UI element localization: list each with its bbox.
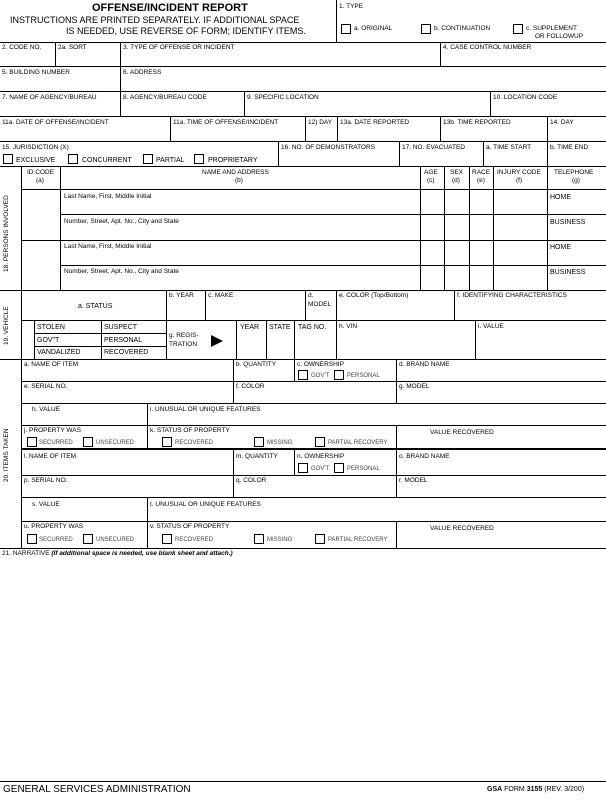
- item2-govt-label: GOV'T: [311, 466, 330, 472]
- person-1-name-label: Last Name, First, Middle Initial: [64, 193, 152, 200]
- item2-secured-checkbox[interactable]: [27, 534, 37, 544]
- day-14-label: 14. DAY: [550, 119, 574, 126]
- date-reported-label: 13a. DATE REPORTED: [340, 119, 410, 126]
- age-col: (c): [427, 177, 435, 184]
- time-start-label: a. TIME START: [486, 144, 532, 151]
- suspect-label: SUSPECT: [104, 324, 138, 331]
- concurrent-checkbox[interactable]: [68, 154, 78, 164]
- telephone-col: (g): [572, 177, 580, 184]
- building-number-label: 5. BUILDING NUMBER: [2, 69, 70, 76]
- vehicle-ident-label: f. IDENTIFYING CHARACTERISTICS: [457, 292, 567, 299]
- concurrent-label: CONCURRENT: [82, 157, 132, 164]
- item1-govt-checkbox[interactable]: [298, 370, 308, 380]
- original-checkbox[interactable]: [341, 24, 351, 34]
- day-12-label: 12) DAY: [308, 119, 333, 126]
- injury-code-header: INJURY CODE: [497, 169, 541, 176]
- item2-serial-label: p. SERIAL NO.: [24, 477, 68, 484]
- item2-partial-recovery-label: PARTIAL RECOVERY: [328, 537, 388, 543]
- item1-personal-label: PERSONAL: [347, 373, 380, 379]
- item1-ownership-label: c. OWNERSHIP: [297, 361, 344, 368]
- reg-tag-label: TAG NO.: [298, 324, 327, 331]
- name-address-col: (b): [235, 177, 243, 184]
- item1-unsecured-checkbox[interactable]: [83, 437, 93, 447]
- case-control-label: 4. CASE CONTROL NUMBER: [443, 44, 532, 51]
- person-1-business-label: BUSINESS: [550, 219, 586, 226]
- time-offense-label: 11a. TIME OF OFFENSE/INCIDENT: [173, 119, 279, 126]
- item1-color-label: f. COLOR: [236, 383, 265, 390]
- exclusive-label: EXCLUSIVE: [16, 157, 56, 164]
- proprietary-checkbox[interactable]: [194, 154, 204, 164]
- item1-serial-label: e. SERIAL NO.: [24, 383, 68, 390]
- id-code-col: (a): [36, 177, 44, 184]
- specific-location-label: 9. SPECIFIC LOCATION: [247, 94, 319, 101]
- personal-label: PERSONAL: [104, 337, 143, 344]
- item1-model-label: g. MODEL: [399, 383, 430, 390]
- vehicle-section-label: 19. VEHICLE: [3, 306, 10, 345]
- person-1-street-label: Number, Street, Apt. No., City and State: [64, 218, 179, 225]
- vandalized-label: VANDALIZED: [37, 349, 81, 356]
- injury-code-col: (f): [516, 177, 523, 184]
- followup-label: OR FOLLOWUP: [535, 33, 584, 40]
- item1-features-label: i. UNUSUAL OR UNIQUE FEATURES: [150, 406, 261, 413]
- vehicle-make-label: c. MAKE: [208, 292, 234, 299]
- narrative-title: 21. NARRATIVE: [2, 550, 50, 557]
- item1-missing-checkbox[interactable]: [254, 437, 264, 447]
- exclusive-checkbox[interactable]: [3, 154, 13, 164]
- supplement-checkbox[interactable]: [513, 24, 523, 34]
- agency-code-label: 8. AGENCY/BUREAU CODE: [123, 94, 207, 101]
- time-end-label: b. TIME END: [550, 144, 589, 151]
- narrative-label: [2, 551, 233, 558]
- item1-value-recovered-label: VALUE RECOVERED: [430, 429, 494, 436]
- vin-label: h. VIN: [339, 323, 358, 330]
- item2-value-recovered-label: VALUE RECOVERED: [430, 525, 494, 532]
- partial-checkbox[interactable]: [143, 154, 153, 164]
- item2-personal-label: PERSONAL: [347, 466, 380, 472]
- item1-status-label: k. STATUS OF PROPERTY: [150, 427, 230, 434]
- reg-state-label: STATE: [269, 324, 291, 331]
- code-no-label: 2. CODE NO.: [2, 44, 42, 51]
- instructions-line-2: IS NEEDED, USE REVERSE OF FORM; IDENTIFY ITEMS.: [66, 26, 306, 36]
- vehicle-value-label: i. VALUE: [478, 323, 504, 330]
- vehicle-color-label: e. COLOR (Top/Bottom): [339, 292, 409, 299]
- address-label: 6. ADDRESS: [123, 69, 162, 76]
- item2-features-label: t. UNUSUAL OR UNIQUE FEATURES: [150, 501, 261, 508]
- items-taken-section-label: 20. ITEMS TAKEN: [3, 428, 10, 482]
- item1-govt-label: GOV'T: [311, 373, 330, 379]
- item2-unsecured-checkbox[interactable]: [83, 534, 93, 544]
- item2-partial-recovery-checkbox[interactable]: [315, 534, 325, 544]
- time-reported-label: 13b. TIME REPORTED: [443, 119, 511, 126]
- location-code-label: 10. LOCATION CODE: [493, 94, 558, 101]
- date-offense-label: 11a. DATE OF OFFENSE/INCIDENT: [2, 119, 109, 126]
- item2-missing-label: MISSING: [267, 537, 293, 543]
- registration-label-2: TRATION: [169, 341, 198, 348]
- item1-recovered-label: RECOVERED: [175, 440, 214, 446]
- person-1-home-label: HOME: [550, 194, 571, 201]
- demonstrators-label: 16. NO. OF DEMONSTRATORS: [281, 144, 376, 151]
- item1-value-label: h. VALUE: [32, 406, 61, 413]
- footer-form-word: FORM: [504, 786, 525, 793]
- supplement-label: c. SUPPLEMENT: [526, 25, 577, 32]
- item1-missing-label: MISSING: [267, 440, 293, 446]
- item2-value-label: s. VALUE: [32, 501, 60, 508]
- id-code-header: ID CODE: [27, 169, 55, 176]
- person-2-business-label: BUSINESS: [550, 269, 586, 276]
- item2-property-was-label: u. PROPERTY WAS: [24, 523, 84, 530]
- age-header: AGE: [424, 169, 438, 176]
- stolen-label: STOLEN: [37, 324, 65, 331]
- item2-quantity-label: m. QUANTITY: [236, 453, 278, 460]
- item1-personal-checkbox[interactable]: [334, 370, 344, 380]
- item1-property-was-label: j. PROPERTY WAS: [24, 427, 81, 434]
- sex-header: SEX: [450, 169, 464, 176]
- vehicle-status-label: a. STATUS: [78, 303, 113, 310]
- item1-partial-recovery-checkbox[interactable]: [315, 437, 325, 447]
- footer-form-number: [487, 786, 584, 793]
- item1-secured-checkbox[interactable]: [27, 437, 37, 447]
- item2-missing-checkbox[interactable]: [254, 534, 264, 544]
- sex-col: (d): [452, 177, 460, 184]
- proprietary-label: PROPRIETARY: [208, 157, 258, 164]
- person-2-home-label: HOME: [550, 244, 571, 251]
- item2-model-label: r. MODEL: [399, 477, 428, 484]
- continuation-checkbox[interactable]: [421, 24, 431, 34]
- item2-personal-checkbox[interactable]: [334, 463, 344, 473]
- item2-recovered-checkbox[interactable]: [162, 534, 172, 544]
- item1-name-label: a. NAME OF ITEM: [24, 361, 79, 368]
- item1-recovered-checkbox[interactable]: [162, 437, 172, 447]
- item1-secured-label: SECURRED: [39, 440, 73, 446]
- name-address-header: NAME AND ADDRESS: [202, 169, 269, 176]
- original-label: a. ORIGINAL: [354, 25, 393, 32]
- item1-quantity-label: b. QUANTITY: [236, 361, 277, 368]
- type-label: 1. TYPE: [339, 3, 364, 10]
- sort-label: 2a. SORT: [58, 44, 87, 51]
- recovered-label: RECOVERED: [104, 349, 149, 356]
- vehicle-year-label: b. YEAR: [169, 292, 194, 299]
- arrow-right-icon: [211, 335, 223, 347]
- evacuated-label: 17. NO. EVACUATED: [402, 144, 465, 151]
- item2-brand-label: o. BRAND NAME: [399, 453, 450, 460]
- footer-agency: GENERAL SERVICES ADMINISTRATION: [3, 784, 191, 795]
- person-2-name-label: Last Name, First, Middle Initial: [64, 243, 152, 250]
- footer-gsa: GSA: [487, 786, 503, 793]
- item1-partial-recovery-label: PARTIAL RECOVERY: [328, 440, 388, 446]
- item1-unsecured-label: UNSECURED: [96, 440, 135, 446]
- vehicle-model-label-2: MODEL: [308, 301, 332, 308]
- item2-name-label: l. NAME OF ITEM: [24, 453, 76, 460]
- item2-govt-checkbox[interactable]: [298, 463, 308, 473]
- type-of-offense-label: 3. TYPE OF OFFENSE OR INCIDENT: [123, 44, 235, 51]
- item2-status-label: v. STATUS OF PROPERTY: [150, 523, 230, 530]
- narrative-note: (If additional space is needed, use blank sheet and attach.): [51, 550, 233, 557]
- form-title: OFFENSE/INCIDENT REPORT: [92, 2, 248, 14]
- race-header: RACE: [472, 169, 491, 176]
- item2-unsecured-label: UNSECURED: [96, 537, 135, 543]
- jurisdiction-label: 15. JURISDICTION (X): [2, 144, 69, 151]
- agency-name-label: 7. NAME OF AGENCY/BUREAU: [2, 94, 97, 101]
- item1-brand-label: d. BRAND NAME: [399, 361, 450, 368]
- instructions-line-1: INSTRUCTIONS ARE PRINTED SEPARATELY. IF ADDITIONAL SPACE: [10, 15, 300, 25]
- item2-recovered-label: RECOVERED: [175, 537, 214, 543]
- reg-year-label: YEAR: [240, 324, 260, 331]
- telephone-header: TELEPHONE: [554, 169, 594, 176]
- person-2-street-label: Number, Street, Apt. No., City and State: [64, 268, 179, 275]
- vehicle-model-label: d.: [308, 292, 314, 299]
- item2-ownership-label: n. OWNERSHIP: [297, 453, 345, 460]
- item2-secured-label: SECURRED: [39, 537, 73, 543]
- persons-involved-section-label: 18. PERSONS INVOLVED: [3, 195, 10, 272]
- item2-color-label: q. COLOR: [236, 477, 267, 484]
- govt-label: GOV"T: [37, 337, 60, 344]
- continuation-label: b. CONTINUATION: [434, 25, 491, 32]
- footer-form-id: 3155: [526, 786, 543, 793]
- footer-revision: (REV. 3/200): [544, 786, 585, 793]
- narrative-area-bottom: [0, 781, 606, 782]
- race-col: (e): [477, 177, 485, 184]
- partial-label: PARTIAL: [156, 157, 185, 164]
- registration-label: g. REGIS-: [169, 332, 199, 339]
